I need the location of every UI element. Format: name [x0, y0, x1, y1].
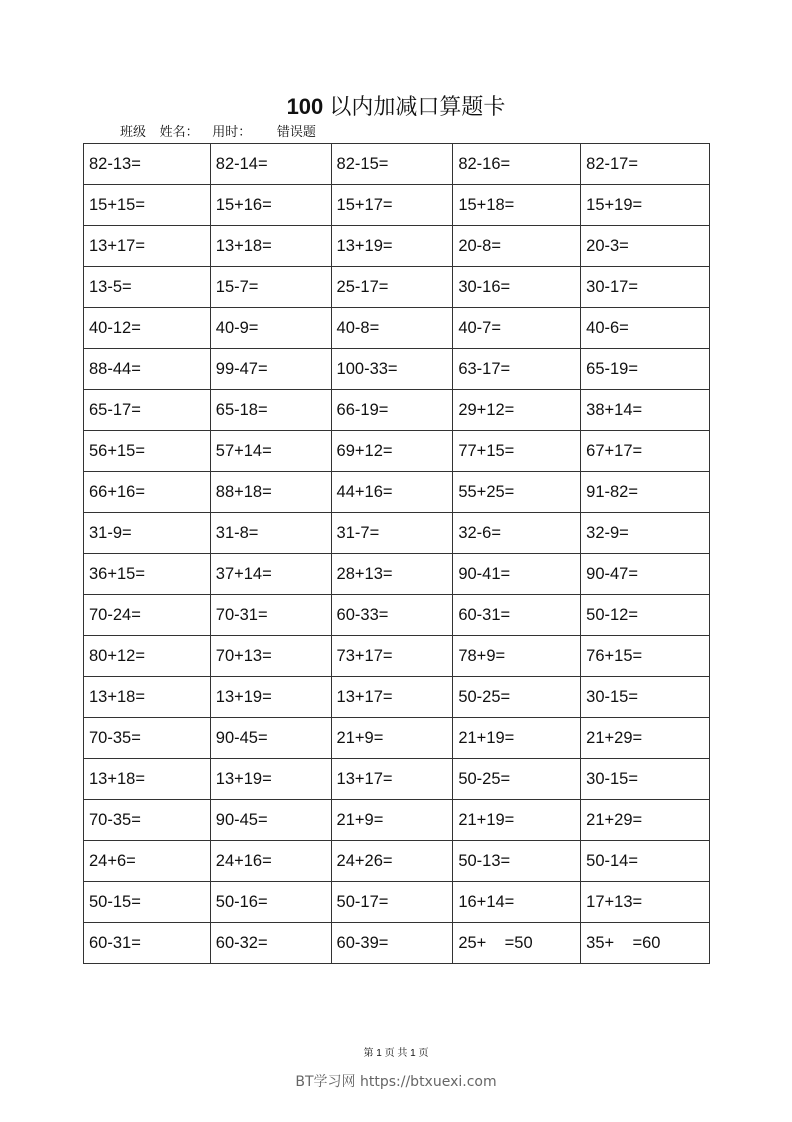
problem-cell: 40-8= — [331, 308, 453, 349]
problem-cell: 13+19= — [210, 759, 331, 800]
problem-cell: 13+19= — [210, 677, 331, 718]
class-label: 班级 — [120, 124, 147, 139]
problem-cell: 29+12= — [453, 390, 581, 431]
problem-cell: 70+13= — [210, 636, 331, 677]
problem-cell: 21+19= — [453, 718, 581, 759]
problem-cell: 13+18= — [84, 759, 211, 800]
problem-cell: 31-9= — [84, 513, 211, 554]
problem-cell: 21+29= — [581, 800, 710, 841]
problem-cell: 82-13= — [84, 144, 211, 185]
table-row — [84, 431, 710, 472]
problem-cell: 50-17= — [331, 882, 453, 923]
problem-cell: 63-17= — [453, 349, 581, 390]
page-title — [0, 90, 792, 121]
problem-cell: 21+9= — [331, 718, 453, 759]
problem-cell: 50-25= — [453, 759, 581, 800]
problem-cell: 37+14= — [210, 554, 331, 595]
table-row — [84, 677, 710, 718]
problem-cell: 30-17= — [581, 267, 710, 308]
problem-cell: 24+26= — [331, 841, 453, 882]
problem-cell: 15+17= — [331, 185, 453, 226]
problem-cell: 69+12= — [331, 431, 453, 472]
table-row — [84, 718, 710, 759]
problem-cell: 25+ =50 — [453, 923, 581, 964]
problem-cell: 50-16= — [210, 882, 331, 923]
problem-cell: 40-9= — [210, 308, 331, 349]
table-row — [84, 800, 710, 841]
problem-cell: 30-15= — [581, 677, 710, 718]
problem-cell: 40-12= — [84, 308, 211, 349]
problem-cell: 82-16= — [453, 144, 581, 185]
table-row — [84, 144, 710, 185]
problem-cell: 90-41= — [453, 554, 581, 595]
problem-cell: 88-44= — [84, 349, 211, 390]
problem-cell: 82-15= — [331, 144, 453, 185]
problem-cell: 56+15= — [84, 431, 211, 472]
table-row — [84, 923, 710, 964]
problem-cell: 31-8= — [210, 513, 331, 554]
problem-cell: 25-17= — [331, 267, 453, 308]
problem-cell: 50-25= — [453, 677, 581, 718]
table-row — [84, 554, 710, 595]
table-row — [84, 882, 710, 923]
table-row — [84, 390, 710, 431]
problem-cell: 24+16= — [210, 841, 331, 882]
problem-cell: 66+16= — [84, 472, 211, 513]
problem-cell: 90-47= — [581, 554, 710, 595]
page-number: 第 1 页 共 1 页 — [363, 1048, 429, 1059]
problem-cell: 24+6= — [84, 841, 211, 882]
table-row — [84, 595, 710, 636]
problem-cell: 88+18= — [210, 472, 331, 513]
problem-cell: 15-7= — [210, 267, 331, 308]
problem-cell: 32-9= — [581, 513, 710, 554]
problem-cell: 30-15= — [581, 759, 710, 800]
time-label: 用时： — [212, 124, 252, 139]
problem-cell: 28+13= — [331, 554, 453, 595]
problem-cell: 50-12= — [581, 595, 710, 636]
problem-cell: 70-35= — [84, 800, 211, 841]
problem-cell: 15+15= — [84, 185, 211, 226]
problem-cell: 90-45= — [210, 800, 331, 841]
problem-cell: 76+15= — [581, 636, 710, 677]
problem-table — [83, 143, 710, 964]
table-row — [84, 226, 710, 267]
problem-cell: 78+9= — [453, 636, 581, 677]
problem-cell: 16+14= — [453, 882, 581, 923]
table-row — [84, 267, 710, 308]
problem-cell: 13-5= — [84, 267, 211, 308]
problem-cell: 20-8= — [453, 226, 581, 267]
problem-cell: 65-18= — [210, 390, 331, 431]
problem-cell: 21+19= — [453, 800, 581, 841]
table-row — [84, 513, 710, 554]
problem-cell: 57+14= — [210, 431, 331, 472]
problem-cell: 77+15= — [453, 431, 581, 472]
title-number: 100 — [286, 94, 324, 119]
problem-cell: 60-33= — [331, 595, 453, 636]
table-row — [84, 841, 710, 882]
problem-cell: 17+13= — [581, 882, 710, 923]
problem-cell: 44+16= — [331, 472, 453, 513]
problem-cell: 21+29= — [581, 718, 710, 759]
problem-cell: 60-31= — [453, 595, 581, 636]
problem-cell: 65-19= — [581, 349, 710, 390]
problem-cell: 13+17= — [331, 677, 453, 718]
problem-cell: 40-7= — [453, 308, 581, 349]
problem-cell: 15+19= — [581, 185, 710, 226]
watermark: BT学习网 https://btxuexi.com — [295, 1074, 497, 1090]
problem-cell: 13+19= — [331, 226, 453, 267]
problem-cell: 70-35= — [84, 718, 211, 759]
table-row — [84, 185, 710, 226]
problem-cell: 40-6= — [581, 308, 710, 349]
table-row — [84, 308, 710, 349]
errors-label: 错误题 — [276, 124, 316, 139]
table-row — [84, 349, 710, 390]
problem-cell: 35+ =60 — [581, 923, 710, 964]
problem-cell: 13+18= — [84, 677, 211, 718]
problem-cell: 50-14= — [581, 841, 710, 882]
problem-cell: 50-13= — [453, 841, 581, 882]
table-row — [84, 472, 710, 513]
title-text: 以内加减口算题卡 — [329, 94, 506, 119]
problem-cell: 38+14= — [581, 390, 710, 431]
problem-cell: 60-31= — [84, 923, 211, 964]
problem-cell: 80+12= — [84, 636, 211, 677]
table-row — [84, 636, 710, 677]
student-info-line — [120, 121, 326, 140]
problem-cell: 13+17= — [84, 226, 211, 267]
problem-cell: 91-82= — [581, 472, 710, 513]
problem-cell: 32-6= — [453, 513, 581, 554]
problem-cell: 36+15= — [84, 554, 211, 595]
problem-cell: 15+18= — [453, 185, 581, 226]
problem-cell: 70-31= — [210, 595, 331, 636]
problem-cell: 82-14= — [210, 144, 331, 185]
problem-cell: 60-39= — [331, 923, 453, 964]
problem-cell: 13+18= — [210, 226, 331, 267]
problem-cell: 100-33= — [331, 349, 453, 390]
problem-cell: 73+17= — [331, 636, 453, 677]
problem-cell: 21+9= — [331, 800, 453, 841]
problem-cell: 90-45= — [210, 718, 331, 759]
problem-cell: 60-32= — [210, 923, 331, 964]
problem-cell: 82-17= — [581, 144, 710, 185]
problem-cell: 99-47= — [210, 349, 331, 390]
problem-cell: 55+25= — [453, 472, 581, 513]
problem-cell: 15+16= — [210, 185, 331, 226]
problem-cell: 20-3= — [581, 226, 710, 267]
problem-cell: 70-24= — [84, 595, 211, 636]
problem-cell: 30-16= — [453, 267, 581, 308]
problem-cell: 65-17= — [84, 390, 211, 431]
table-row — [84, 759, 710, 800]
problem-cell: 67+17= — [581, 431, 710, 472]
problem-cell: 66-19= — [331, 390, 453, 431]
problem-cell: 50-15= — [84, 882, 211, 923]
problem-cell: 31-7= — [331, 513, 453, 554]
name-label: 姓名： — [159, 124, 199, 139]
problem-cell: 13+17= — [331, 759, 453, 800]
